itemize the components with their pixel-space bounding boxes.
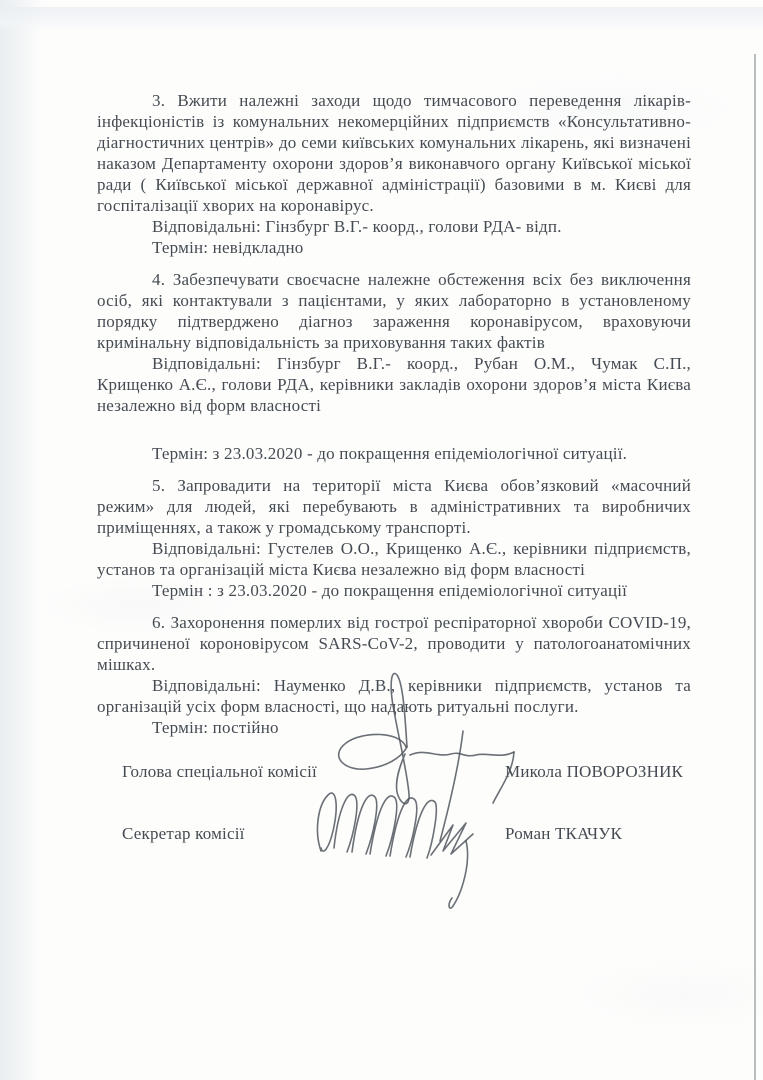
scan-left-edge-shading: [0, 0, 42, 1080]
signature-role-head: Голова спеціальної комісії: [122, 762, 317, 781]
signature-role-secretary: Секретар комісії: [122, 824, 245, 843]
paragraph-6: [97, 612, 691, 738]
paragraph-5: [97, 475, 691, 601]
paragraph-4-term: Термін: з 23.03.2020 - до покращення епідеміологічної ситуації.: [152, 444, 628, 463]
paragraph-4-responsible: Відповідальні: Гінзбург В.Г.- коорд., Рубан О.М., Чумак С.П., Крищенко А.Є., голови РДА, керівники закладів охорони здоров’я міста Києва незалежно від форм власності: [97, 354, 691, 415]
signature-row-secretary: [97, 823, 691, 844]
paragraph-5-term: Термін : з 23.03.2020 - до покращення епідеміологічної ситуації: [152, 581, 628, 600]
signature-block: [97, 761, 691, 844]
paragraph-5-responsible: Відповідальні: Густелев О.О., Крищенко А.Є., керівники підприємств, установ та організацій міста Києва незалежно від форм власності: [97, 539, 691, 579]
paragraph-3-body: 3. Вжити належні заходи щодо тимчасового переведення лікарів-інфекціоністів із комунальних некомерційних підприємств «Консультативно-діагностичних центрів» до семи київських комунальних лікарень, які визначені наказом Департаменту охорони здоров’я виконавчого органу Київської міської ради ( Київської міської державної адміністрації) базовими в м. Києві для госпіталізації хворих на коронавірус.: [97, 91, 691, 215]
paragraph-6-responsible: Відповідальні: Науменко Д.В., керівники підприємств, установ та організацій усіх форм власності, що надають ритуальні послуги.: [97, 676, 691, 716]
signature-name-tkachuk: Роман ТКАЧУК: [505, 824, 622, 843]
scan-right-edge-line: [754, 54, 756, 1080]
paragraph-4: [97, 269, 691, 464]
paragraph-6-body: 6. Захоронення померлих від гострої респіраторної хвороби COVID-19, спричиненої короновірусом SARS-CoV-2, проводити у патологоанатомічних мішках.: [97, 613, 691, 674]
paragraph-4-body: 4. Забезпечувати своєчасне належне обстеження всіх без виключення осіб, які контактували з пацієнтами, у яких лабораторно в установленому порядку підтверджено діагноз зараження коронавірусом, враховуючи кримінальну відповідальність за приховування таких фактів: [97, 270, 691, 352]
paragraph-3-responsible: Відповідальні: Гінзбург В.Г.- коорд., голови РДА- відп.: [152, 217, 562, 236]
paragraph-3-term: Термін: невідкладно: [152, 238, 304, 257]
scan-top-edge-shading: [0, 7, 763, 31]
signature-name-povoroznyk: Микола ПОВОРОЗНИК: [505, 762, 684, 781]
paragraph-6-term: Термін: постійно: [152, 718, 279, 737]
paragraph-3: [97, 90, 691, 258]
paragraph-5-body: 5. Запровадити на території міста Києва обов’язковий «масочний режим» для людей, які перебувають в адміністративних та виробничих приміщеннях, а також у громадському транспорті.: [97, 476, 691, 537]
document-body: [97, 90, 691, 844]
signature-row-head: [97, 761, 691, 782]
